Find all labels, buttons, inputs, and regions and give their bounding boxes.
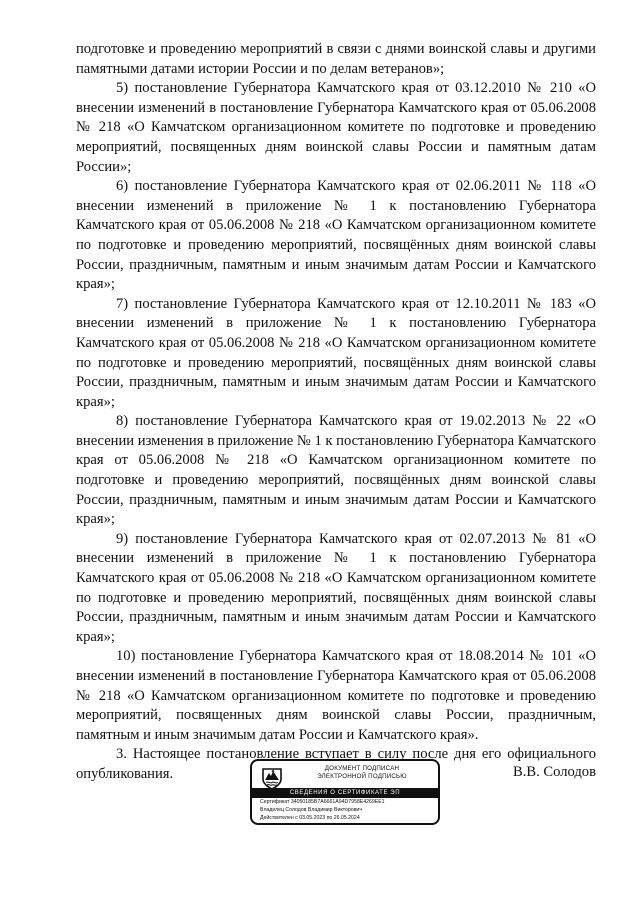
electronic-signature-stamp: [250, 759, 440, 825]
paragraph-item-6: 6) постановление Губернатора Камчатского края от 02.06.2011 № 118 «О внесении изменений в приложение № 1 к постановлению Губернатора Камчатского края от 05.06.2008 № 218 «О Камчатском организационном комитете по подготовке и проведению мероприятий, посвящённых дням воинской славы России, праздничным, памятным и иным значимым датам России и Камчатского края»;: [76, 178, 596, 293]
stamp-validity: Действителен с 03.05.2023 по 26.05.2024: [260, 814, 360, 821]
stamp-title-line2: ЭЛЕКТРОННОЙ ПОДПИСЬЮ: [317, 773, 407, 780]
paragraph-item-10: 10) постановление Губернатора Камчатского края от 18.08.2014 № 101 «О внесении изменений в постановление Губернатора Камчатского края от 05.06.2008 № 218 «О Камчатском организационном комитете по подготовке и проведению мероприятий, посвященных дням воинской славы России, праздничным, памятным и иным значимым датам России и Камчатского края».: [76, 648, 596, 743]
stamp-certificate-bar: СВЕДЕНИЯ О СЕРТИФИКАТЕ ЭП: [252, 788, 438, 798]
stamp-certificate-info: [260, 799, 434, 822]
stamp-certificate-number: Сертификат 34050185B7A6661A94D7958E4269EE1: [260, 799, 385, 805]
paragraph-item-5: 5) постановление Губернатора Камчатского края от 03.12.2010 № 210 «О внесении изменений в постановление Губернатора Камчатского края от 05.06.2008 № 218 «О Камчатском организационном комитете по подготовке и проведению мероприятий, посвященных дням воинской славы России и памятным датам России»;: [76, 80, 596, 175]
paragraph-item-8: 8) постановление Губернатора Камчатского края от 19.02.2013 № 22 «О внесении изменения в приложение № 1 к постановлению Губернатора Камчатского края от 05.06.2008 № 218 «О Камчатском организационном комитете по подготовке и проведению мероприятий, посвящённых дням воинской славы России, праздничным, памятным и иным значимым датам России и Камчатского края»;: [76, 413, 596, 528]
stamp-title: [292, 765, 432, 781]
kamchatka-coat-of-arms-icon: [260, 766, 284, 790]
paragraph-clause-3: 3. Настоящее постановление вступает в силу после дня его официального опубликования.: [76, 746, 596, 782]
stamp-owner: Владелец Солодов Владимир Викторович: [260, 806, 363, 813]
paragraph-item-7: 7) постановление Губернатора Камчатского края от 12.10.2011 № 183 «О внесении изменений в приложение № 1 к постановлению Губернатора Камчатского края от 05.06.2008 № 218 «О Камчатском организационном комитете по подготовке и проведению мероприятий, посвящённых дням воинской славы России, праздничным, памятным и иным значимым датам России и Камчатского края»;: [76, 295, 596, 410]
stamp-title-line1: ДОКУМЕНТ ПОДПИСАН: [324, 765, 400, 772]
document-body: [76, 40, 596, 785]
paragraph-continuation: подготовке и проведению мероприятий в связи с днями воинской славы и другими памятными датами истории России и по делам ветеранов»;: [76, 41, 596, 77]
signer-name: В.В. Солодов: [512, 764, 596, 780]
paragraph-item-9: 9) постановление Губернатора Камчатского края от 02.07.2013 № 81 «О внесении изменений в приложение № 1 к постановлению Губернатора Камчатского края от 05.06.2008 № 218 «О Камчатском организационном комитете по подготовке и проведению мероприятий, посвящённых дням воинской славы России, праздничным, памятным и иным значимым датам России и Камчатского края»;: [76, 530, 596, 645]
